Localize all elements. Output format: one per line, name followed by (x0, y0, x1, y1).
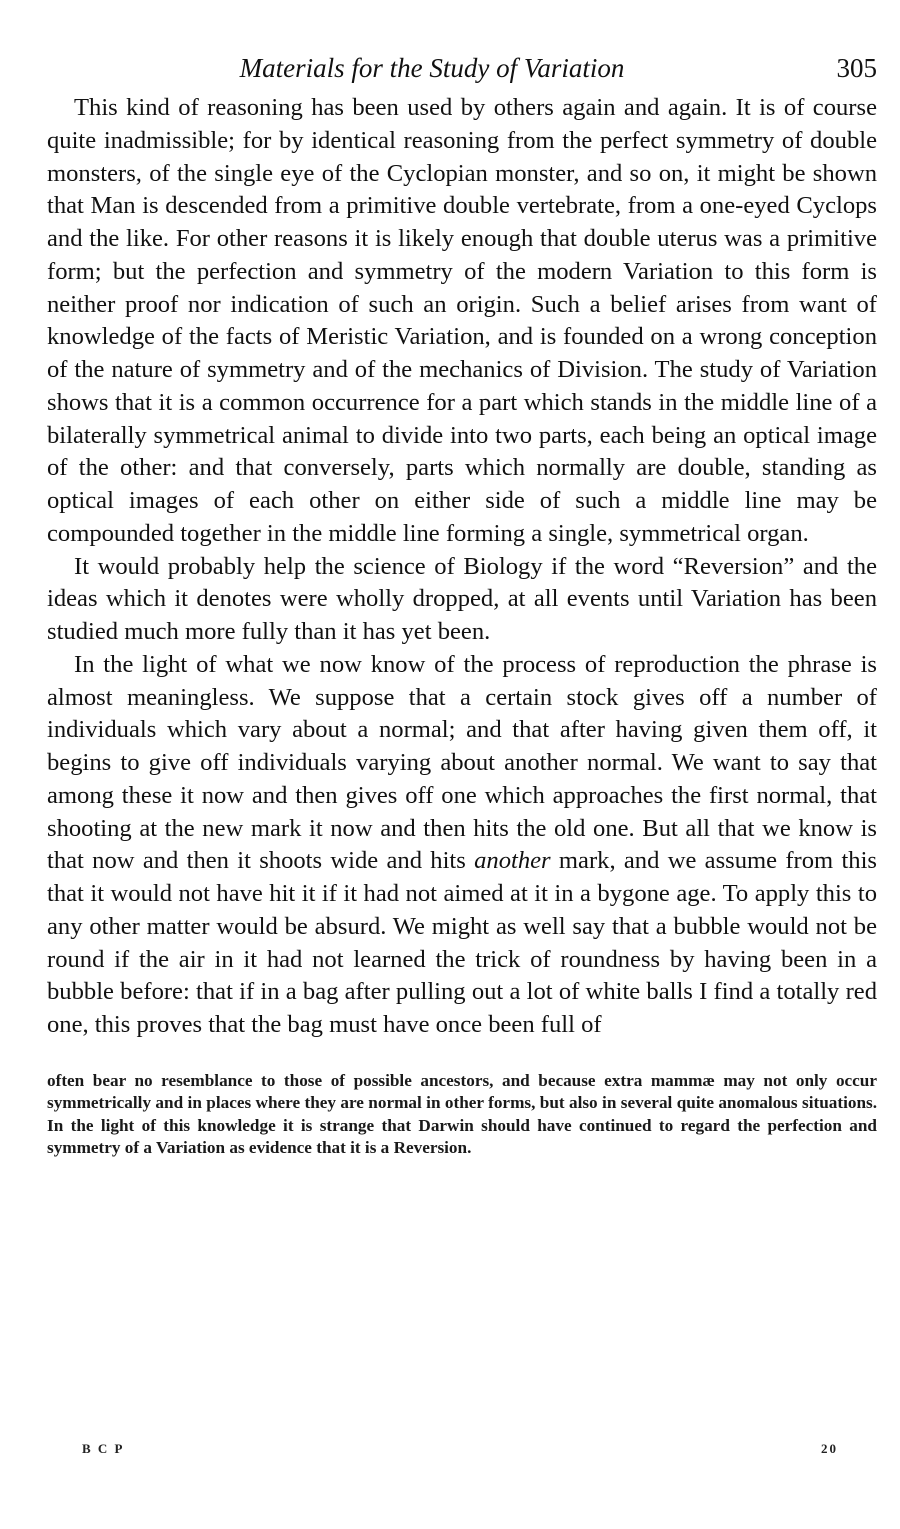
running-head (47, 50, 877, 92)
signature-mark: B C P (82, 1441, 125, 1456)
paragraph-3-text-a: In the light of what we now know of the process of reproduction the phrase is almost meaningless. We suppose that a certain stock gives off a number of individuals which vary about a normal; and that after having given them off, it begins to give off individuals varying about another normal. We want to say that among these it now and then gives off one which approaches the first normal, that shooting at the new mark it now and then hits the old one. But all that we know is that now and then it shoots wide and hits (47, 650, 877, 875)
book-page (47, 50, 877, 1159)
page-number: 305 (836, 53, 877, 83)
paragraph-1: This kind of reasoning has been used by others again and again. It is of course quite inadmissible; for by identical reasoning from the perfect symmetry of double monsters, of the single eye of the Cyclopian monster, and so on, it might be shown that Man is descended from a primitive double vertebrate, from a one-eyed Cyclops and the like. For other reasons it is likely enough that double uterus was a primitive form; but the perfection and symmetry of the modern Variation to this form is neither proof nor indication of such an origin. Such a belief arises from want of knowledge of the facts of Meristic Variation, and is founded on a wrong conception of the nature of symmetry and of the mechanics of Division. The study of Variation shows that it is a common occurrence for a part which stands in the middle line of a bilaterally symmetrical animal to divide into two parts, each being an optical image of the other: and that conversely, parts which normally are double, standing as optical images of each other on either side of such a middle line may be compounded together in the middle line forming a single, symmetrical organ. (47, 94, 877, 547)
body-text (47, 92, 877, 1042)
footnote-text: often bear no resemblance to those of possible ancestors, and because extra mammæ may not only occur symmetrically and in places where they are normal in other forms, but also in several quite anomalous situations. In the light of this knowledge it is strange that Darwin should have continued to regard the perfection and symmetry of a Variation as evidence that it is a Reversion. (47, 1070, 877, 1157)
running-title: Materials for the Study of Variation (239, 53, 625, 83)
signature-line (82, 1441, 838, 1461)
paragraph-3-italic-word: another (474, 847, 551, 875)
paragraph-2: It would probably help the science of Biology if the word “Reversion” and the ideas which it denotes were wholly dropped, at all events until Variation has been studied much more fully than it has yet been. (47, 552, 877, 645)
paragraph-3-text-b: mark, and we assume from this that it would not have hit it if it had not aimed at it in a bygone age. To apply this to any other matter would be absurd. We might as well say that a bubble would not be round if the air in it had not learned the trick of roundness by having been in a bubble before: that if in a bag after pulling out a lot of white balls I find a totally red one, this proves that the bag must have once been full of (47, 847, 877, 1038)
footnote (47, 1070, 877, 1160)
signature-number: 20 (821, 1441, 838, 1456)
paragraph-3 (47, 649, 877, 1042)
